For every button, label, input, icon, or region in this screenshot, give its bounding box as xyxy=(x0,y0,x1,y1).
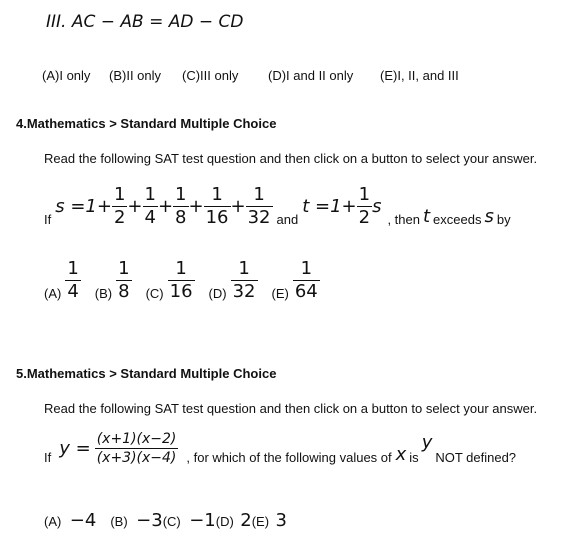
option-label: (A) xyxy=(44,286,62,301)
q3-option-c[interactable] xyxy=(182,68,238,83)
fraction: $\frac{1}{8}$ xyxy=(175,184,187,228)
t-definition: t =1+ xyxy=(302,196,357,217)
q5-option-a[interactable] xyxy=(44,510,110,531)
option-label: (C) xyxy=(182,68,201,83)
option-value: 2 xyxy=(240,510,252,531)
option-text: III only xyxy=(200,68,239,83)
and-word: and xyxy=(276,212,299,227)
q3-option-d[interactable] xyxy=(268,68,353,83)
q5-stem xyxy=(44,432,516,465)
exceeds-text: exceeds xyxy=(433,212,482,227)
option-text: I and II only xyxy=(286,68,354,83)
option-value: −1 xyxy=(189,510,216,531)
option-label: (C) xyxy=(162,514,181,529)
y-definition: y = xyxy=(59,438,91,459)
q4-option-a[interactable] xyxy=(44,260,81,301)
by-text: by xyxy=(496,212,511,227)
var-x: x xyxy=(395,444,407,465)
fraction: $\frac{1}{32}$ xyxy=(247,184,271,228)
q5-option-e[interactable] xyxy=(252,510,287,531)
q5-instruction: Read the following SAT test question and then click on a button to select your answer. xyxy=(44,401,538,416)
q5-option-d[interactable] xyxy=(216,510,252,531)
then-text: , then xyxy=(387,212,420,227)
q4-option-c[interactable] xyxy=(146,260,195,301)
q5-heading: 5.Mathematics > Standard Multiple Choice xyxy=(16,366,277,381)
option-fraction: $\frac{1}{16}$ xyxy=(169,258,193,302)
option-label: (D) xyxy=(208,286,227,301)
q5-option-c[interactable] xyxy=(163,510,216,531)
q3-option-b[interactable] xyxy=(109,68,161,83)
var-t: t xyxy=(422,206,431,227)
option-label: (E) xyxy=(251,514,270,529)
option-label: (D) xyxy=(215,514,234,529)
question-text: , for which of the following values of xyxy=(186,450,392,465)
option-label: (B) xyxy=(110,514,128,529)
q5-options xyxy=(44,510,287,531)
var-y: y xyxy=(421,432,433,453)
if-word: If xyxy=(44,212,52,227)
denominator: (x+3)(x−4) xyxy=(96,450,177,466)
q3-option-e[interactable] xyxy=(380,68,459,83)
q4-option-e[interactable] xyxy=(272,260,320,301)
option-fraction: $\frac{1}{32}$ xyxy=(232,258,256,302)
option-label: (C) xyxy=(145,286,164,301)
numerator: (x+1)(x−2) xyxy=(96,431,177,447)
q4-heading: 4.Mathematics > Standard Multiple Choice xyxy=(16,116,277,131)
option-text: II only xyxy=(126,68,162,83)
option-value: 3 xyxy=(275,510,287,531)
question-text-end: NOT defined? xyxy=(435,450,517,465)
fraction: $\frac{1}{2}$ xyxy=(113,184,126,228)
t-variable: s xyxy=(372,196,382,217)
rational-expression xyxy=(95,432,179,465)
option-fraction: $\frac{1}{8}$ xyxy=(118,258,130,302)
option-fraction: $\frac{1}{64}$ xyxy=(294,258,318,302)
q5-option-b[interactable] xyxy=(110,510,162,531)
q4-options xyxy=(44,260,320,301)
is-word: is xyxy=(409,450,419,465)
option-label: (A) xyxy=(44,514,62,529)
option-label: (B) xyxy=(94,286,113,301)
q3-statement: III. AC − AB = AD − CD xyxy=(46,12,244,32)
option-label: (D) xyxy=(268,68,287,83)
option-label: (B) xyxy=(109,68,127,83)
q4-instruction: Read the following SAT test question and then click on a button to select your answer. xyxy=(44,151,538,166)
s-definition: s =1+ xyxy=(55,196,112,217)
option-fraction: $\frac{1}{4}$ xyxy=(67,258,79,302)
q4-stem: If s =1+ $\frac{1}{2}$ + $\frac{1}{4}$ + $\frac{1}{8}$ + $\frac{1}{16}$ + $\frac{1}{32}$ and t =1+ $\frac{1}{2}$ s , then t exceeds s by xyxy=(44,184,511,228)
if-word: If xyxy=(44,450,52,465)
option-text: I only xyxy=(59,68,91,83)
option-label: (E) xyxy=(271,286,289,301)
option-value: −4 xyxy=(69,510,97,531)
option-label: (E) xyxy=(380,68,398,83)
q4-option-d[interactable] xyxy=(209,260,258,301)
fraction: $\frac{1}{4}$ xyxy=(144,184,156,228)
option-label: (A) xyxy=(42,68,60,83)
q4-option-b[interactable] xyxy=(95,260,132,301)
var-s: s xyxy=(484,206,494,227)
q3-option-a[interactable] xyxy=(42,68,90,83)
fraction: $\frac{1}{2}$ xyxy=(358,184,371,228)
option-text: I, II, and III xyxy=(397,68,459,83)
fraction: $\frac{1}{16}$ xyxy=(205,184,229,228)
option-value: −3 xyxy=(136,510,163,531)
